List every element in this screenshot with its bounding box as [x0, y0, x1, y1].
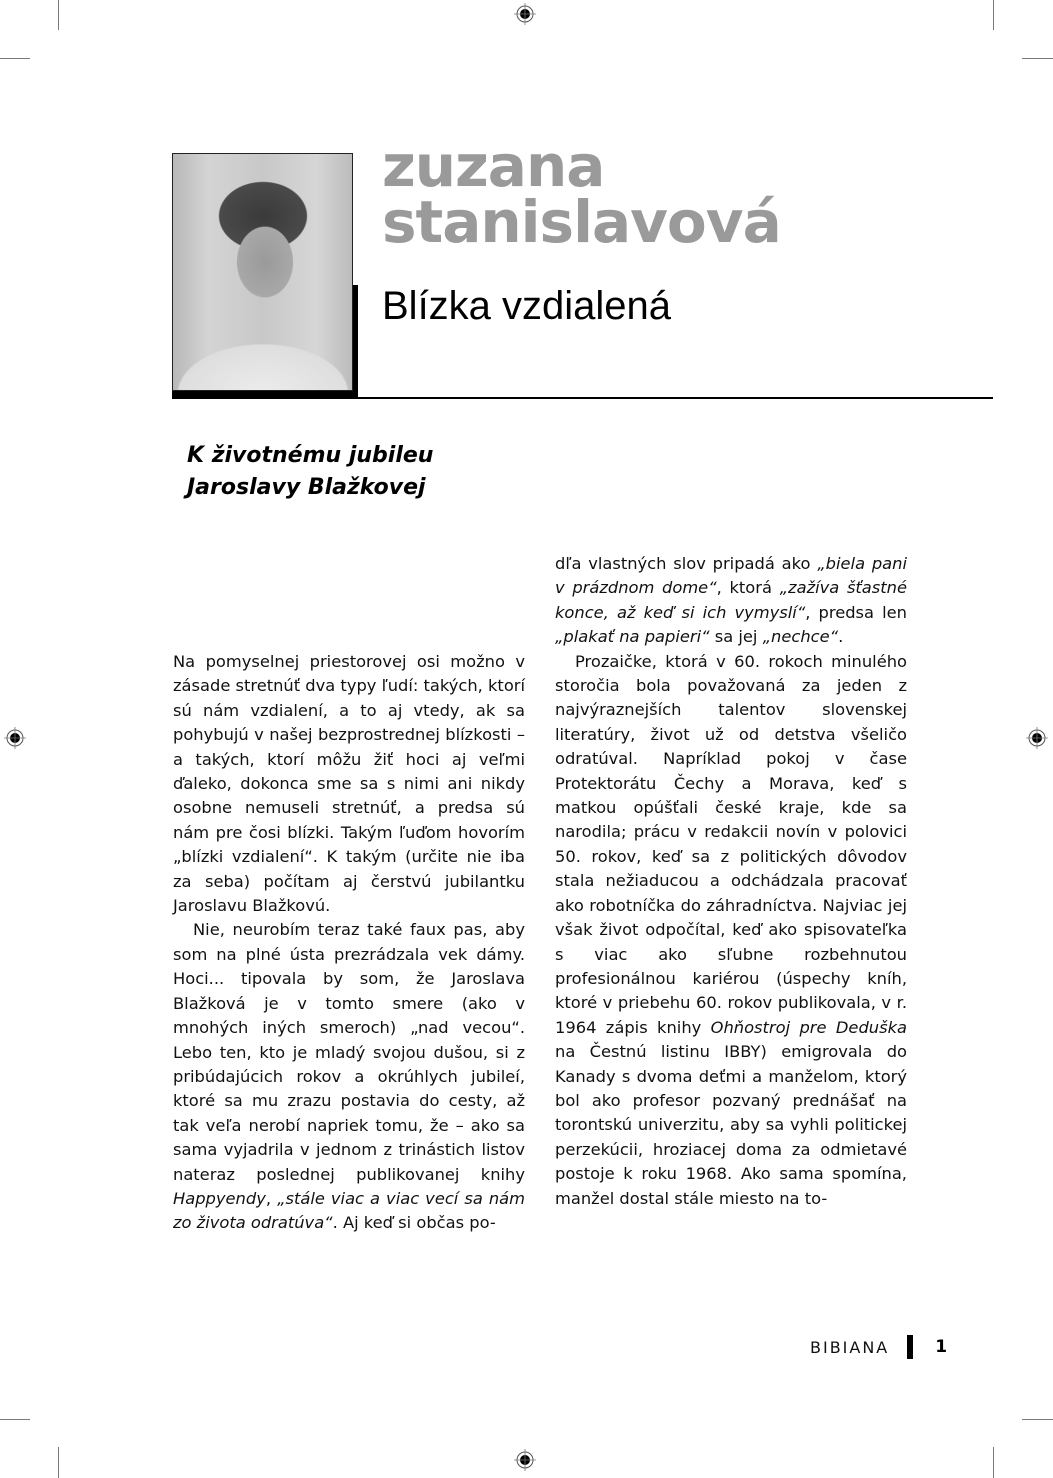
- subtitle-line2: Jaroslavy Blažkovej: [187, 475, 426, 500]
- paragraph-text: Prozaičke, ktorá v 60. rokoch minulého storočia bola považovaná za jeden z najvýraznejších talentov slovenskej literatúry, život už od detstva všeličo odratúval. Napríklad pokoj v čase Protektorátu Čechy a Morava, keď s matkou opúšťali české kraje, kde sa narodila; prácu v redakcii novín v polovici 50. rokov, keď sa z politických dôvodov stala nežiaducou a odchádzala pracovať ako robotníčka do záhradníctva. Najviac jej však život odpočítal, keď ako spisovateľka s viac ako sľubne rozbehnutou profesionálnou kariérou (úspechy kníh, ktoré v priebehu 60. rokov publikovala, v r. 1964 zápis knihy: [555, 651, 907, 1037]
- page-number: 1: [935, 1337, 948, 1357]
- paragraph-text: ,: [265, 1188, 278, 1208]
- paragraph-text: , ktorá: [716, 578, 780, 598]
- footer-divider-bar: [907, 1335, 913, 1359]
- author-name: [382, 132, 781, 256]
- paragraph-text: .: [838, 627, 844, 647]
- paragraph-text: dľa vlastných slov pripadá ako: [555, 554, 818, 573]
- author-name-line1: zuzana: [382, 132, 605, 200]
- quotation: „biela pani v prázdnom dome“: [555, 554, 908, 598]
- registration-mark-bottom-icon: [514, 1449, 536, 1471]
- paragraph-text: sa jej: [709, 627, 763, 647]
- paragraph-text: Nie, neurobím teraz také faux pas, aby som na plné ústa prezrádzala vek dámy. Hoci... tipovala by som, že Jaroslava Blažková je v tomto smere (ako v mnohých iných smeroch) „nad vecou“. Lebo ten, kto je mladý svojou dušou, si z pribúdajúcich rokov a okrúhlych jubileí, ktoré sa mu zrazu postavia do cesty, až tak veľa nerobí napriek tomu, že – ako sa sama vyjadrila v jednom z trinástich listov nateraz poslednej publikovanej knihy: [173, 920, 525, 1184]
- registration-mark-top-icon: [514, 3, 536, 25]
- crop-mark-bottom-right-horizontal: [1022, 1419, 1053, 1420]
- book-title: Happyendy: [173, 1188, 266, 1208]
- quotation: „nechce“: [762, 627, 839, 647]
- paragraph: Na pomyselnej priestorovej osi možno v zásade stretnúť dva typy ľudí: takých, ktorí sú nám vzdialení, a to aj vtedy, ak sa pohybujú v našej bezprostrednej blízkosti – a takých, ktorí môžu žiť hoci aj veľmi ďaleko, dokonca sme sa s nimi ani nikdy osobne nemuseli stretnúť, a predsa sú nám pre čosi blízki. Takým ľuďom hovorím „blízki vzdialení“. K takým (určite nie iba za seba) počítam aj čerstvú jubilantku Jaroslavu Blažkovú.: [173, 652, 525, 916]
- page-footer: [810, 1335, 947, 1359]
- quotation: „plakať na papieri“: [555, 627, 710, 647]
- book-title: Ohňostroj pre Deduška: [710, 1017, 907, 1037]
- crop-mark-top-right-vertical: [993, 0, 994, 30]
- paragraph: [555, 650, 907, 1211]
- paragraph: [173, 918, 525, 1235]
- crop-mark-top-left-horizontal: [0, 58, 30, 59]
- crop-mark-top-left-vertical: [58, 0, 59, 30]
- paragraph-text: , predsa len: [805, 602, 907, 622]
- crop-mark-bottom-left-vertical: [58, 1447, 59, 1478]
- crop-mark-bottom-right-vertical: [993, 1447, 994, 1478]
- body-column-left: [173, 650, 525, 1236]
- quotation: „zažíva šťastné konce, až keď si ich vymyslí“: [555, 578, 907, 622]
- photo-shadow-bar-bottom: [172, 391, 358, 399]
- paragraph-text: na Čestnú listinu IBBY) emigrovala do Kanady s dvoma deťmi a manželom, ktorý bol ako profesor pozvaný prednášať na torontskú univerzitu, aby sa vyhli politickej perzekúcii, hroziacej doma za odmietavé postoje k roku 1968. Ako sama spomína, manžel dostal stále miesto na to-: [555, 1042, 907, 1208]
- paragraph-text: . Aj keď si občas po-: [332, 1213, 496, 1233]
- paragraph: [555, 552, 907, 650]
- author-photo: [172, 153, 353, 391]
- photo-shadow-bar-right: [353, 285, 358, 399]
- article-subtitle: [187, 440, 433, 504]
- registration-mark-right-icon: [1026, 727, 1048, 749]
- body-column-right: [555, 552, 907, 1211]
- crop-mark-bottom-left-horizontal: [0, 1419, 30, 1420]
- title-divider-rule: [358, 397, 993, 399]
- author-name-line2: stanislavová: [382, 188, 781, 256]
- subtitle-line1: K životnému jubileu: [187, 443, 434, 468]
- article-title: Blízka vzdialená: [382, 284, 672, 328]
- registration-mark-left-icon: [4, 727, 26, 749]
- magazine-brand: BIBIANA: [810, 1337, 890, 1357]
- crop-mark-top-right-horizontal: [1022, 58, 1053, 59]
- quotation: „stále viac a viac vecí sa nám zo života odratúva“: [173, 1188, 525, 1233]
